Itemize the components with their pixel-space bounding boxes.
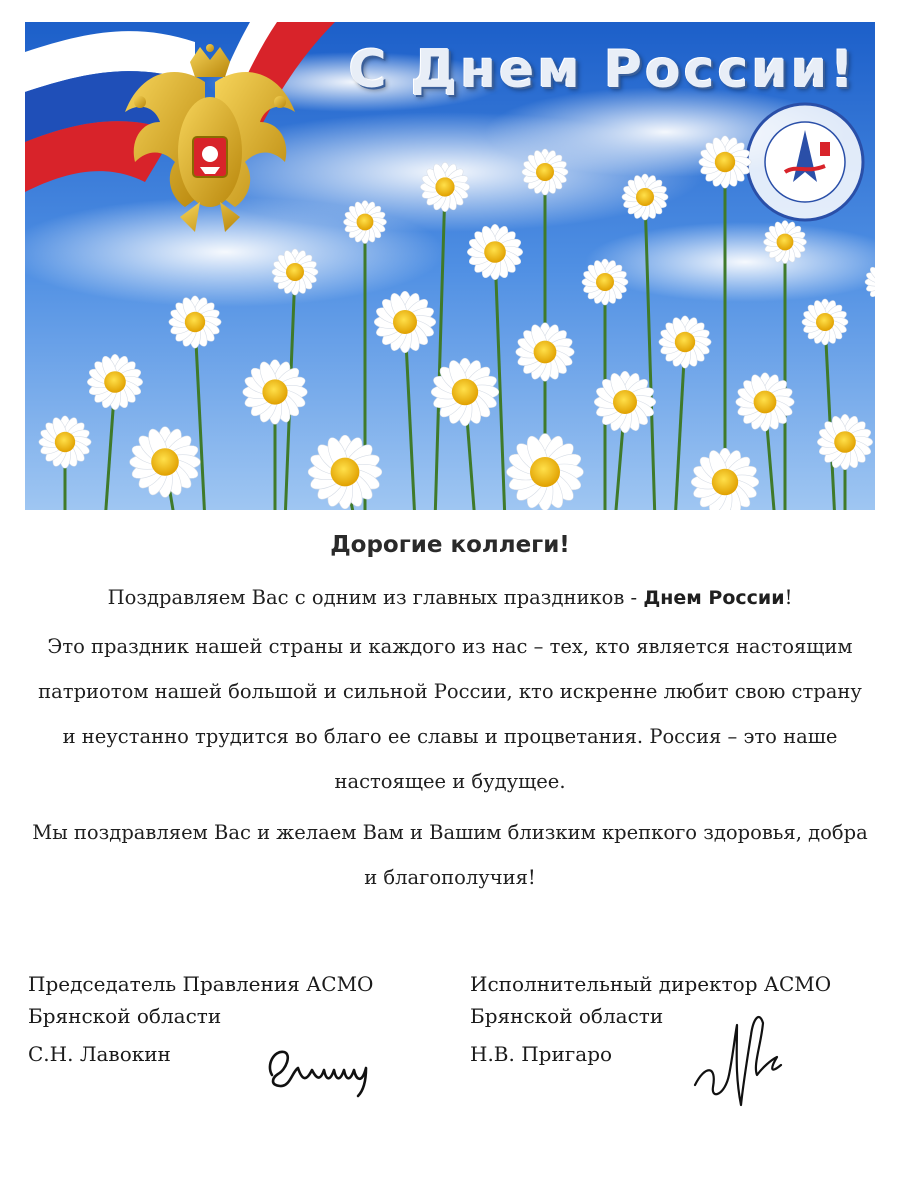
director-position-line1: Исполнительный директор АСМО [470, 972, 832, 996]
p1-exclamation: ! [784, 586, 793, 609]
director-name: Н.В. Пригаро [470, 1042, 613, 1066]
greeting: Дорогие коллеги! [330, 532, 570, 558]
holiday-name: Днем России [643, 587, 785, 609]
chairman-position-line1: Председатель Правления АСМО [28, 972, 374, 996]
chairman-signature-icon [262, 1030, 392, 1100]
director-signature-icon [685, 1005, 795, 1120]
chairman-position-line2: Брянской области [28, 1004, 222, 1028]
p1-text: Поздравляем Вас с одним из главных праздников - [107, 586, 644, 609]
daisy-icon [506, 433, 583, 510]
banner-title: С Днем России! [348, 40, 857, 100]
signature-block-director [470, 968, 890, 1070]
paragraph-patriotism: Это праздник нашей страны и каждого из нас – тех, кто является настоящим патриотом нашей большой и сильной России, кто искренне любит свою страну и неустанно трудится во благо ее славы и процветания. Россия – это наше настоящее и будущее. [38, 635, 862, 793]
letter-body [0, 520, 900, 900]
chairman-name: С.Н. Лавокин [28, 1042, 171, 1066]
holiday-banner [25, 22, 875, 510]
director-position-line2: Брянской области [470, 1004, 664, 1028]
paragraph-wishes: Мы поздравляем Вас и желаем Вам и Вашим близким крепкого здоровья, добра и благополучия! [32, 821, 868, 889]
asmo-logo [747, 104, 863, 220]
paragraph-congratulation [30, 578, 870, 618]
